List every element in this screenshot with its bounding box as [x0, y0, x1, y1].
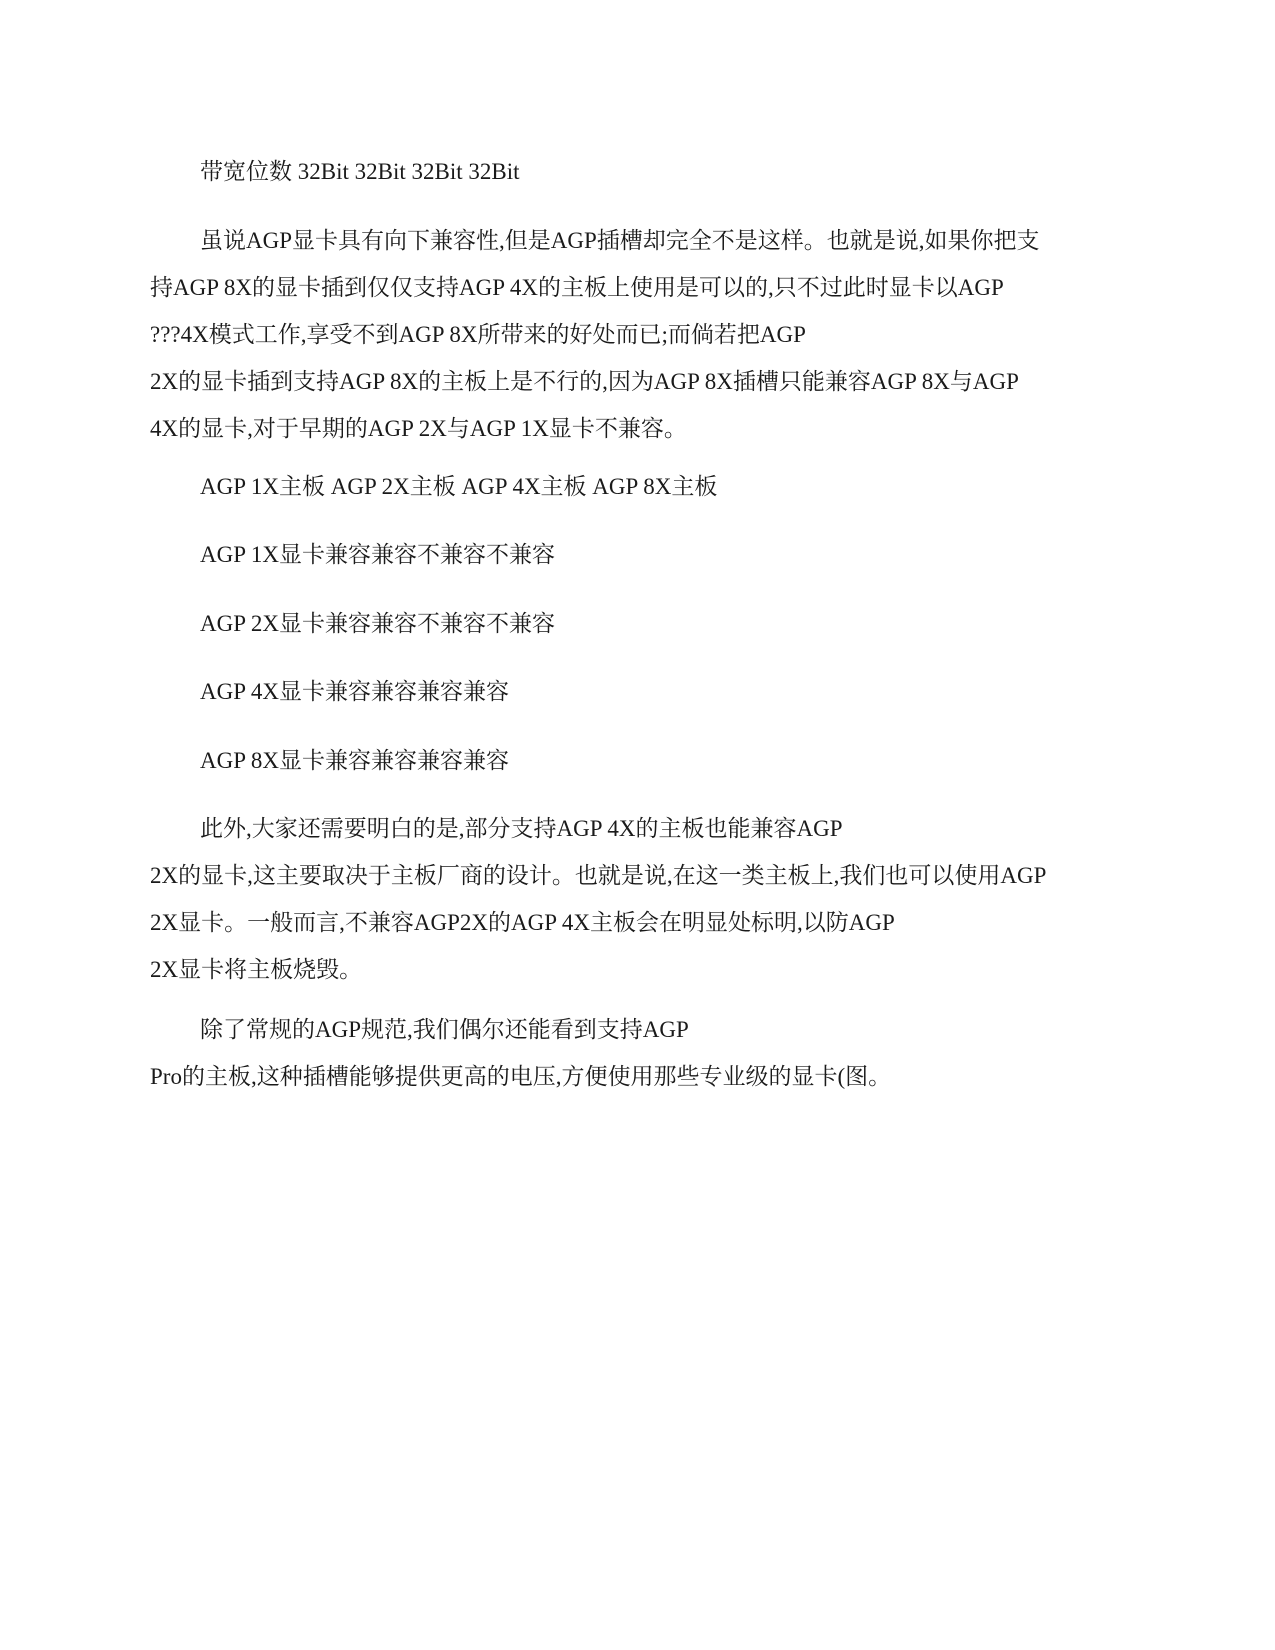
paragraph-agp1x-card: [150, 531, 1140, 578]
paragraph-agp-compatibility: [150, 217, 1140, 452]
paragraph-agp4x-card: [150, 668, 1140, 715]
paragraph-line: 除了常规的AGP规范,我们偶尔还能看到支持AGP: [200, 1017, 689, 1042]
paragraph-line: 2X的显卡插到支持AGP 8X的主板上是不行的,因为AGP 8X插槽只能兼容AGP 8X与AGP: [150, 369, 1019, 394]
paragraph-line: 带宽位数 32Bit 32Bit 32Bit 32Bit: [200, 159, 520, 184]
paragraph-agp4x-board-note: [150, 805, 1140, 993]
paragraph-line: AGP 4X显卡兼容兼容兼容兼容: [200, 679, 510, 704]
paragraph-bandwidth-bits: [150, 148, 1140, 195]
paragraph-line: 虽说AGP显卡具有向下兼容性,但是AGP插槽却完全不是这样。也就是说,如果你把支: [200, 228, 1040, 253]
paragraph-line: 2X显卡。一般而言,不兼容AGP2X的AGP 4X主板会在明显处标明,以防AGP: [150, 910, 895, 935]
paragraph-line: AGP 8X显卡兼容兼容兼容兼容: [200, 748, 510, 773]
paragraph-line: 此外,大家还需要明白的是,部分支持AGP 4X的主板也能兼容AGP: [200, 816, 843, 841]
paragraph-motherboard-header: [150, 463, 1140, 510]
paragraph-line: AGP 2X显卡兼容兼容不兼容不兼容: [200, 611, 556, 636]
paragraph-line: AGP 1X显卡兼容兼容不兼容不兼容: [200, 542, 556, 567]
paragraph-agp8x-card: [150, 737, 1140, 784]
paragraph-line: 4X的显卡,对于早期的AGP 2X与AGP 1X显卡不兼容。: [150, 416, 687, 441]
paragraph-line: Pro的主板,这种插槽能够提供更高的电压,方便使用那些专业级的显卡(图。: [150, 1064, 892, 1089]
paragraph-agp-pro: [150, 1006, 1140, 1100]
paragraph-line: 2X的显卡,这主要取决于主板厂商的设计。也就是说,在这一类主板上,我们也可以使用AGP: [150, 863, 1047, 888]
paragraph-line: AGP 1X主板 AGP 2X主板 AGP 4X主板 AGP 8X主板: [200, 474, 718, 499]
paragraph-agp2x-card: [150, 600, 1140, 647]
paragraph-line: 2X显卡将主板烧毁。: [150, 957, 363, 982]
paragraph-line: ???4X模式工作,享受不到AGP 8X所带来的好处而已;而倘若把AGP: [150, 322, 806, 347]
paragraph-line: 持AGP 8X的显卡插到仅仅支持AGP 4X的主板上使用是可以的,只不过此时显卡以AGP: [150, 275, 1004, 300]
